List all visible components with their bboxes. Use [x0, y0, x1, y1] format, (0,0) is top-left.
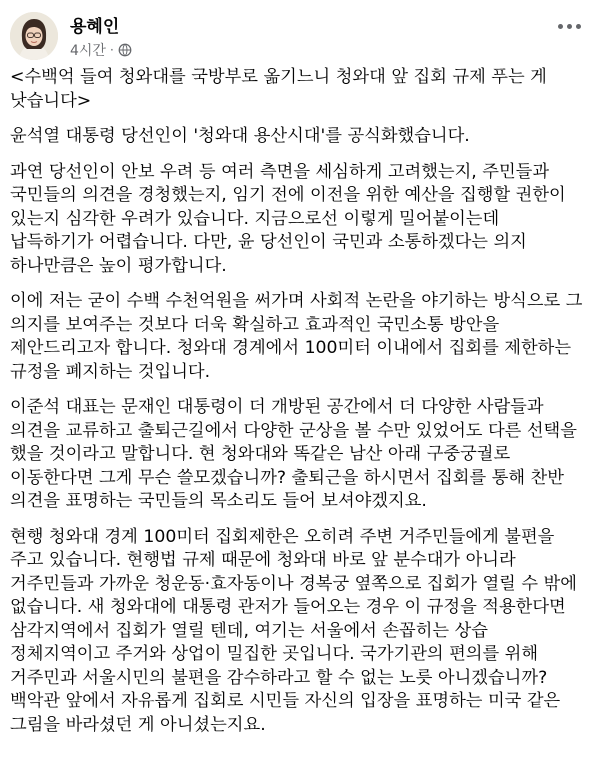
post-header: [10, 8, 586, 64]
post-time[interactable]: 4시간: [70, 43, 106, 59]
more-options-icon[interactable]: [554, 14, 584, 38]
post-paragraph: 이에 저는 굳이 수백 수천억원을 써가며 사회적 논란을 야기하는 방식으로 그 의지를 보여주는 것보다 더욱 확실하고 효과적인 국민소통 방안을 제안드리고자 합니다. 청와대 경계에서 100미터 이내에서 집회를 제한하는 규정을 폐지하는 것입니다.: [10, 291, 583, 382]
avatar[interactable]: [10, 12, 58, 60]
post-headline: <수백억 들여 청와대를 국방부로 옮기느니 청와대 앞 집회 규제 푸는 게 낫습니다>: [10, 67, 547, 111]
author-name[interactable]: 용혜인: [70, 17, 120, 37]
post-meta: [70, 40, 132, 60]
post-paragraph: 현행 청와대 경계 100미터 집회제한은 오히려 주변 거주민들에게 불편을 주고 있습니다. 현행법 규제 때문에 청와대 바로 앞 분수대가 아니라 거주민들과 가까운 청운동·효자동이나 경복궁 옆쪽으로 집회가 열릴 수 밖에 없습니다. 새 청와대에 대통령 관저가 들어오는 경우 이 규정을 적용한다면 삼각지역에서 집회가 열릴 텐데, 여기는 서울에서 손꼽히는 상습 정체지역이고 주거와 상업이 밀집한 곳입니다. 국가기관의 편의를 위해 거주민과 서울시민의 불편을 감수하라고 할 수 없는 노릇 아니겠습니까? 백악관 앞에서 자유롭게 집회로 시민들 자신의 입장을 표명하는 미국 같은 그림을 바라셨던 게 아니셨는지요.: [10, 526, 577, 735]
post-paragraph: 윤석열 대통령 당선인이 '청와대 용산시대'를 공식화했습니다.: [10, 126, 470, 146]
meta-separator: ·: [109, 43, 114, 57]
profile-photo: [10, 12, 58, 60]
post-body: [10, 66, 586, 749]
post-paragraph: 과연 당선인이 안보 우려 등 여러 측면을 세심하게 고려했는지, 주민들과 국민들의 의견을 경청했는지, 임기 전에 이전을 위한 예산을 집행할 권한이 있는지 심각한 우려가 있습니다. 지금으로선 이렇게 밀어붙이는데 납득하기가 어렵습니다. 다만, 윤 당선인이 국민과 소통하겠다는 의지 하나만큼은 높이 평가합니다.: [10, 161, 566, 276]
globe-icon: [118, 43, 132, 57]
post-paragraph: 이준석 대표는 문재인 대통령이 더 개방된 공간에서 더 다양한 사람들과 의견을 교류하고 출퇴근길에서 다양한 군상을 볼 수만 있었어도 다른 선택을 했을 것이라고 말합니다. 현 청와대와 똑같은 남산 아래 구중궁궐로 이동한다면 그게 무슨 쓸모겠습니까? 출퇴근을 하시면서 집회를 통해 찬반 의견을 표명하는 국민들의 목소리도 들어 보셔야겠지요.: [10, 397, 577, 511]
